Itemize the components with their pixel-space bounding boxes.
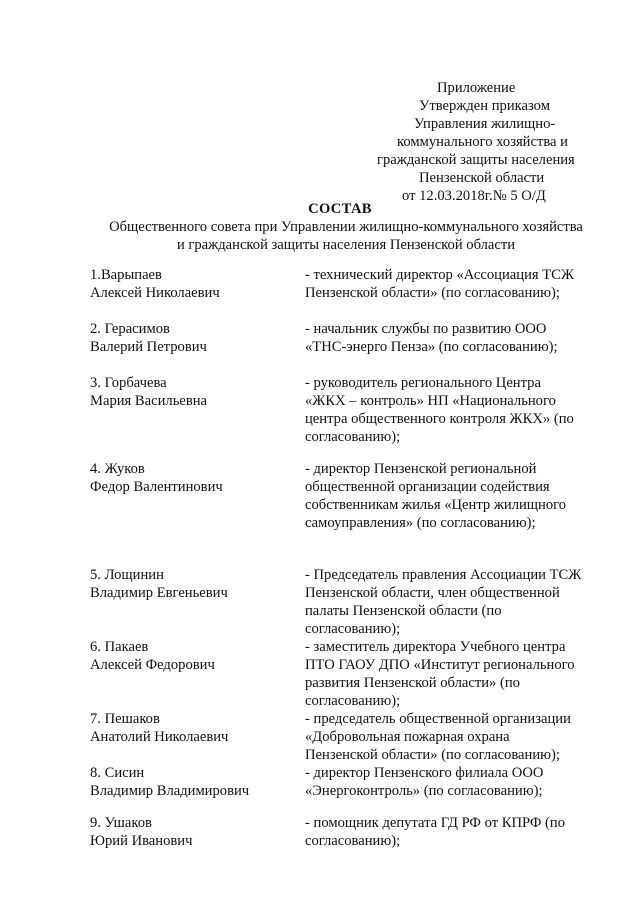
member-name bbox=[90, 814, 305, 850]
member-name-line: 6. Пакаев bbox=[90, 639, 149, 655]
member-role-line: согласованию); bbox=[305, 833, 401, 849]
member-name-line: 9. Ушаков bbox=[90, 815, 152, 831]
member-role-line: «ЖКХ – контроль» НП «Национального bbox=[305, 393, 556, 409]
member-role-line: - директор Пензенской региональной bbox=[305, 461, 537, 477]
member-name-line: Юрий Иванович bbox=[90, 833, 193, 849]
member-name bbox=[90, 764, 305, 800]
member-role bbox=[305, 566, 605, 638]
member-role-line: центра общественного контроля ЖКХ» (по bbox=[305, 411, 574, 427]
member-role-line: согласованию); bbox=[305, 429, 401, 445]
member-role bbox=[305, 460, 605, 532]
member-name-line: Мария Васильевна bbox=[90, 393, 208, 409]
document-title: СОСТАВ bbox=[308, 201, 372, 217]
member-role bbox=[305, 764, 605, 800]
member-role-line: ПТО ГАОУ ДПО «Институт регионального bbox=[305, 657, 575, 673]
approval-line: Пензенской области bbox=[419, 170, 545, 186]
member-role-line: - начальник службы по развитию ООО bbox=[305, 321, 547, 337]
member-role-line: - технический директор «Ассоциация ТСЖ bbox=[305, 267, 574, 283]
member-name bbox=[90, 374, 305, 410]
member-role bbox=[305, 320, 605, 356]
subtitle-line: Общественного совета при Управлении жилищно-коммунального хозяйства bbox=[109, 219, 583, 235]
member-name-line: Валерий Петрович bbox=[90, 339, 207, 355]
member-role-line: - Председатель правления Ассоциации ТСЖ bbox=[305, 567, 582, 583]
member-role-line: Пензенской области» (по согласованию); bbox=[305, 285, 560, 301]
member-role-line: «Добровольная пожарная охрана bbox=[305, 729, 510, 745]
member-name-line: 3. Горбачева bbox=[90, 375, 167, 391]
member-name-line: Анатолий Николаевич bbox=[90, 729, 229, 745]
approval-line: от 12.03.2018г.№ 5 О/Д bbox=[402, 188, 546, 204]
member-name-line: 2. Герасимов bbox=[90, 321, 170, 337]
member-name-line: 4. Жуков bbox=[90, 461, 145, 477]
member-name-line: Владимир Евгеньевич bbox=[90, 585, 228, 601]
subtitle-line: и гражданской защиты населения Пензенской области bbox=[176, 237, 516, 253]
member-role bbox=[305, 814, 605, 850]
member-name bbox=[90, 710, 305, 746]
member-entry bbox=[90, 566, 610, 638]
member-name-line: 5. Лощинин bbox=[90, 567, 164, 583]
member-role-line: - председатель общественной организации bbox=[305, 711, 571, 727]
member-name bbox=[90, 320, 305, 356]
member-role-line: «ТНС-энерго Пенза» (по согласованию); bbox=[305, 339, 558, 355]
member-entry bbox=[90, 266, 610, 320]
approval-line: гражданской защиты населения bbox=[377, 152, 575, 168]
member-role-line: Пензенской области» (по согласованию); bbox=[305, 747, 560, 763]
member-role-line: палаты Пензенской области (по bbox=[305, 603, 502, 619]
member-name bbox=[90, 266, 305, 302]
member-role-line: - директор Пензенского филиала ООО bbox=[305, 765, 544, 781]
approval-line: Утвержден приказом bbox=[419, 98, 550, 114]
member-name-line: 7. Пешаков bbox=[90, 711, 160, 727]
member-role-line: самоуправления» (по согласованию); bbox=[305, 515, 536, 531]
member-role-line: собственникам жилья «Центр жилищного bbox=[305, 497, 567, 513]
approval-line: Управления жилищно- bbox=[414, 116, 556, 132]
approval-line: коммунального хозяйства и bbox=[397, 134, 568, 150]
member-name bbox=[90, 566, 305, 602]
member-name-line: Алексей Федорович bbox=[90, 657, 215, 673]
member-role bbox=[305, 710, 605, 764]
member-entry bbox=[90, 638, 610, 710]
member-role-line: - помощник депутата ГД РФ от КПРФ (по bbox=[305, 815, 566, 831]
member-role-line: - заместитель директора Учебного центра bbox=[305, 639, 566, 655]
members-list bbox=[90, 266, 610, 854]
member-role-line: - руководитель регионального Центра bbox=[305, 375, 541, 391]
member-name-line: 8. Сисин bbox=[90, 765, 145, 781]
member-entry bbox=[90, 814, 610, 854]
member-entry bbox=[90, 460, 610, 566]
member-role bbox=[305, 638, 605, 710]
approval-line: Приложение bbox=[437, 80, 516, 96]
member-role-line: «Энергоконтроль» (по согласованию); bbox=[305, 783, 543, 799]
member-name-line: Алексей Николаевич bbox=[90, 285, 220, 301]
approval-block bbox=[0, 79, 640, 204]
member-name bbox=[90, 460, 305, 496]
member-role bbox=[305, 374, 605, 446]
member-role-line: согласованию); bbox=[305, 621, 401, 637]
member-entry bbox=[90, 710, 610, 764]
member-name-line: 1.Варыпаев bbox=[90, 267, 162, 283]
member-entry bbox=[90, 320, 610, 374]
member-role-line: развития Пензенской области» (по bbox=[305, 675, 520, 691]
member-role-line: Пензенской области, член общественной bbox=[305, 585, 560, 601]
member-role-line: согласованию); bbox=[305, 693, 401, 709]
member-entry bbox=[90, 374, 610, 460]
member-entry bbox=[90, 764, 610, 814]
member-name bbox=[90, 638, 305, 674]
member-name-line: Владимир Владимирович bbox=[90, 783, 250, 799]
document-subtitle bbox=[72, 218, 620, 254]
member-role bbox=[305, 266, 605, 302]
member-name-line: Федор Валентинович bbox=[90, 479, 223, 495]
member-role-line: общественной организации содействия bbox=[305, 479, 550, 495]
